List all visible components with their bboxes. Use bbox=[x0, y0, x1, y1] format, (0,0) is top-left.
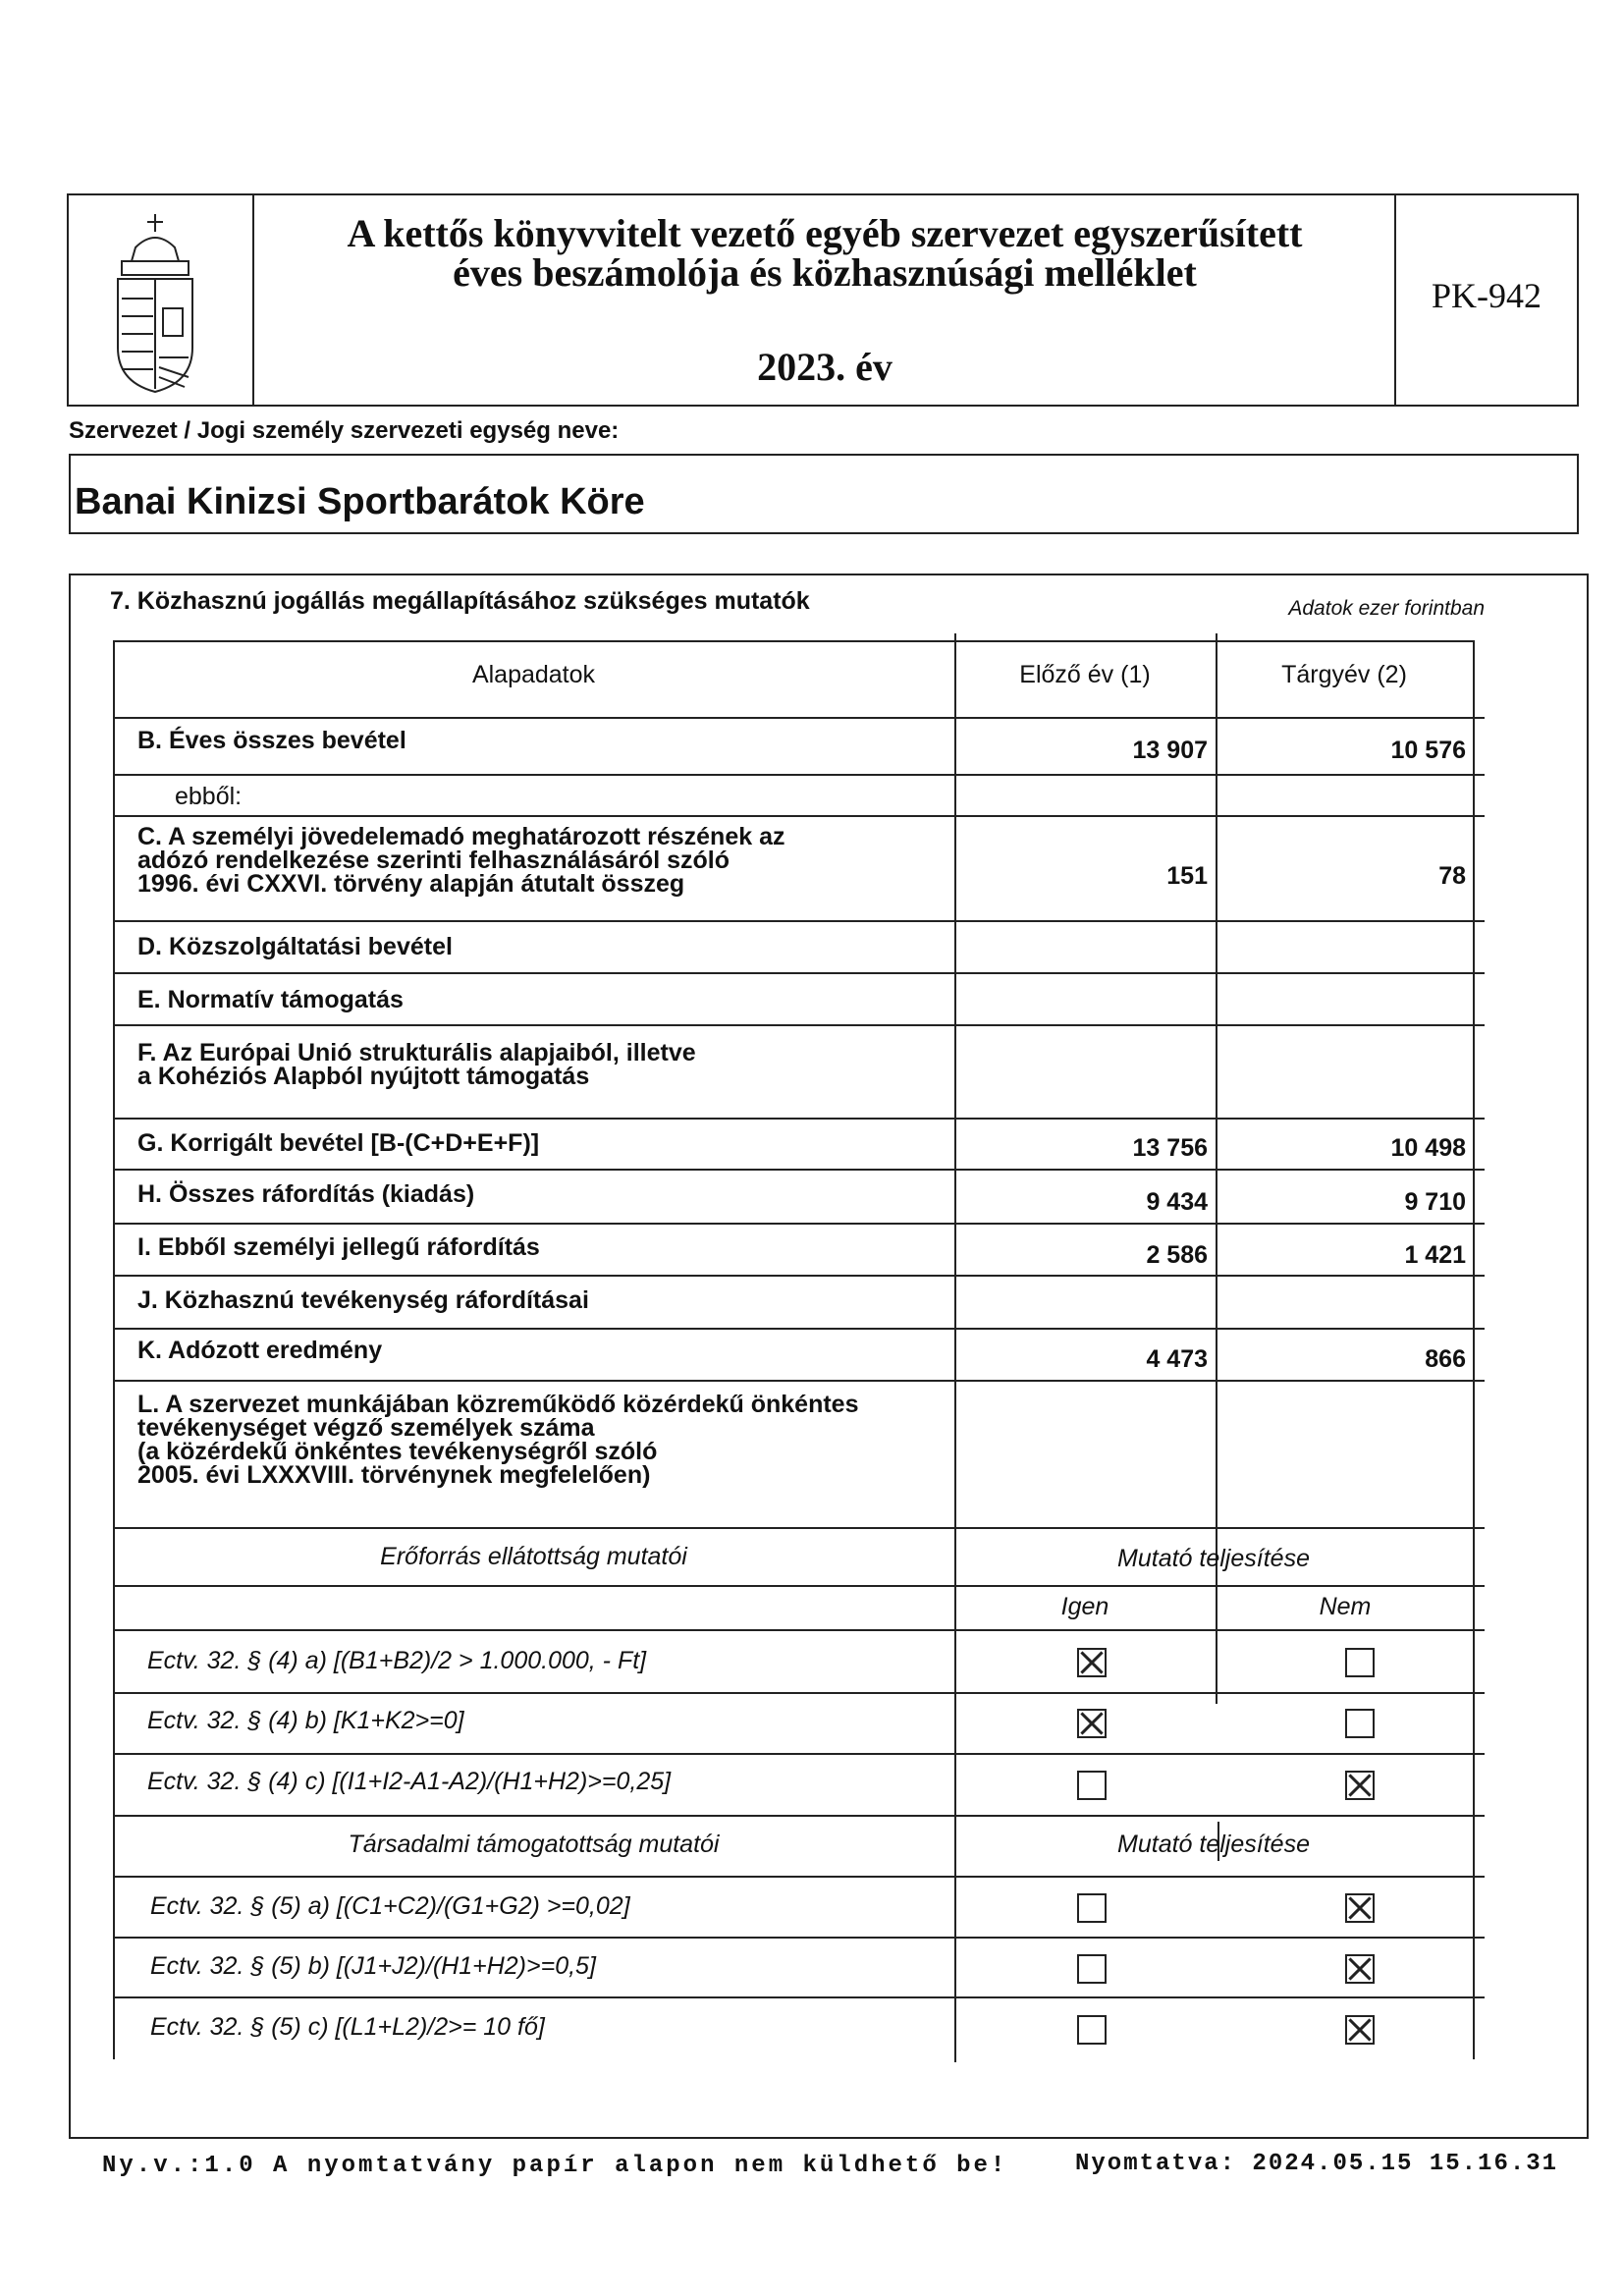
resource-item-b-yes-checkbox[interactable] bbox=[1077, 1709, 1107, 1738]
coat-of-arms-icon bbox=[106, 210, 204, 397]
resource-item-b-label: Ectv. 32. § (4) b) [K1+K2>=0] bbox=[147, 1707, 464, 1734]
social-item-b-no-checkbox[interactable] bbox=[1345, 1954, 1375, 1984]
row-l-line3: (a közérdekű önkéntes tevékenységről szóló bbox=[137, 1438, 658, 1465]
resource-item-c-label: Ectv. 32. § (4) c) [(I1+I2-A1-A2)/(H1+H2)>=0,25] bbox=[147, 1768, 672, 1795]
social-item-c-no-checkbox[interactable] bbox=[1345, 2015, 1375, 2045]
resources-fulfilment: Mutató teljesítése bbox=[1117, 1545, 1310, 1572]
row-h-curr: 9 710 bbox=[1404, 1188, 1466, 1216]
row-i-curr: 1 421 bbox=[1404, 1241, 1466, 1269]
row-l-label bbox=[137, 1393, 858, 1487]
resource-item-c-no-checkbox[interactable] bbox=[1345, 1771, 1375, 1800]
row-c-line2: adózó rendelkezése szerinti felhasználásáról szóló bbox=[137, 847, 730, 874]
row-j-label: J. Közhasznú tevékenység ráfordításai bbox=[137, 1286, 589, 1314]
yes-header: Igen bbox=[1060, 1593, 1109, 1620]
row-g-curr: 10 498 bbox=[1390, 1134, 1466, 1162]
footer-note: Ny.v.:1.0 A nyomtatvány papír alapon nem küldhető be! bbox=[102, 2153, 1008, 2179]
social-item-a-no-checkbox[interactable] bbox=[1345, 1893, 1375, 1923]
row-d-label: D. Közszolgáltatási bevétel bbox=[137, 933, 453, 960]
social-item-a-yes-checkbox[interactable] bbox=[1077, 1893, 1107, 1923]
print-timestamp: Nyomtatva: 2024.05.15 15.16.31 bbox=[1075, 2151, 1559, 2177]
row-c-prev: 151 bbox=[1166, 862, 1208, 890]
row-l-line2: tevékenységet végző személyek száma bbox=[137, 1414, 595, 1442]
form-title bbox=[255, 211, 1394, 295]
row-f-line2: a Kohéziós Alapból nyújtott támogatás bbox=[137, 1063, 590, 1090]
row-g-label: G. Korrigált bevétel [B-(C+D+E+F)] bbox=[137, 1129, 540, 1157]
row-f-line1: F. Az Európai Unió strukturális alapjaiból, illetve bbox=[137, 1039, 696, 1066]
org-name: Banai Kinizsi Sportbarátok Köre bbox=[75, 481, 645, 522]
col-header-curr: Tárgyév (2) bbox=[1281, 661, 1407, 688]
col-header-base: Alapadatok bbox=[471, 661, 596, 688]
form-title-line2: éves beszámolója és közhasznúsági melléklet bbox=[453, 250, 1197, 295]
social-item-c-yes-checkbox[interactable] bbox=[1077, 2015, 1107, 2045]
row-i-prev: 2 586 bbox=[1146, 1241, 1208, 1269]
form-title-line1: A kettős könyvvitelt vezető egyéb szervezet egyszerűsített bbox=[347, 211, 1303, 255]
row-k-label: K. Adózott eredmény bbox=[137, 1337, 383, 1364]
row-k-prev: 4 473 bbox=[1146, 1345, 1208, 1373]
row-b-label: B. Éves összes bevétel bbox=[137, 727, 406, 754]
row-c-label bbox=[137, 825, 785, 896]
social-fulfilment: Mutató teljesítése bbox=[1117, 1831, 1310, 1858]
row-b-prev: 13 907 bbox=[1132, 737, 1208, 764]
resource-item-a-yes-checkbox[interactable] bbox=[1077, 1648, 1107, 1677]
row-f-label bbox=[137, 1041, 696, 1088]
row-b-curr: 10 576 bbox=[1390, 737, 1466, 764]
form-year: 2023. év bbox=[757, 345, 893, 389]
row-l-line1: L. A szervezet munkájában közreműködő közérdekű önkéntes bbox=[137, 1391, 859, 1418]
org-label: Szervezet / Jogi személy szervezeti egység neve: bbox=[69, 417, 620, 444]
resource-item-a-no-checkbox[interactable] bbox=[1345, 1648, 1375, 1677]
row-c-line1: C. A személyi jövedelemadó meghatározott részének az bbox=[137, 823, 785, 850]
social-item-c-label: Ectv. 32. § (5) c) [(L1+L2)/2>= 10 fő] bbox=[150, 2013, 545, 2041]
unit-note: Adatok ezer forintban bbox=[1288, 597, 1485, 620]
row-g-prev: 13 756 bbox=[1132, 1134, 1208, 1162]
social-title: Társadalmi támogatottság mutatói bbox=[348, 1831, 720, 1858]
row-l-line4: 2005. évi LXXXVIII. törvénynek megfelelően) bbox=[137, 1461, 651, 1489]
no-header: Nem bbox=[1319, 1593, 1372, 1620]
social-item-b-yes-checkbox[interactable] bbox=[1077, 1954, 1107, 1984]
social-item-b-label: Ectv. 32. § (5) b) [(J1+J2)/(H1+H2)>=0,5] bbox=[150, 1952, 596, 1980]
resource-item-a-label: Ectv. 32. § (4) a) [(B1+B2)/2 > 1.000.000, - Ft] bbox=[147, 1647, 647, 1674]
row-c-line3: 1996. évi CXXVI. törvény alapján átutalt összeg bbox=[137, 870, 685, 898]
resource-item-b-no-checkbox[interactable] bbox=[1345, 1709, 1375, 1738]
row-e-label: E. Normatív támogatás bbox=[137, 986, 404, 1013]
row-h-prev: 9 434 bbox=[1146, 1188, 1208, 1216]
section-title: 7. Közhasznú jogállás megállapításához szükséges mutatók bbox=[110, 587, 810, 615]
col-header-prev: Előző év (1) bbox=[1019, 661, 1151, 688]
row-k-curr: 866 bbox=[1425, 1345, 1466, 1373]
row-ebbol-label: ebből: bbox=[175, 783, 243, 810]
form-code: PK-942 bbox=[1431, 276, 1542, 315]
row-i-label: I. Ebből személyi jellegű ráfordítás bbox=[137, 1233, 540, 1261]
social-item-a-label: Ectv. 32. § (5) a) [(C1+C2)/(G1+G2) >=0,02] bbox=[150, 1892, 630, 1920]
resource-item-c-yes-checkbox[interactable] bbox=[1077, 1771, 1107, 1800]
resources-title: Erőforrás ellátottság mutatói bbox=[380, 1543, 687, 1570]
row-h-label: H. Összes ráfordítás (kiadás) bbox=[137, 1180, 475, 1208]
row-c-curr: 78 bbox=[1438, 862, 1466, 890]
